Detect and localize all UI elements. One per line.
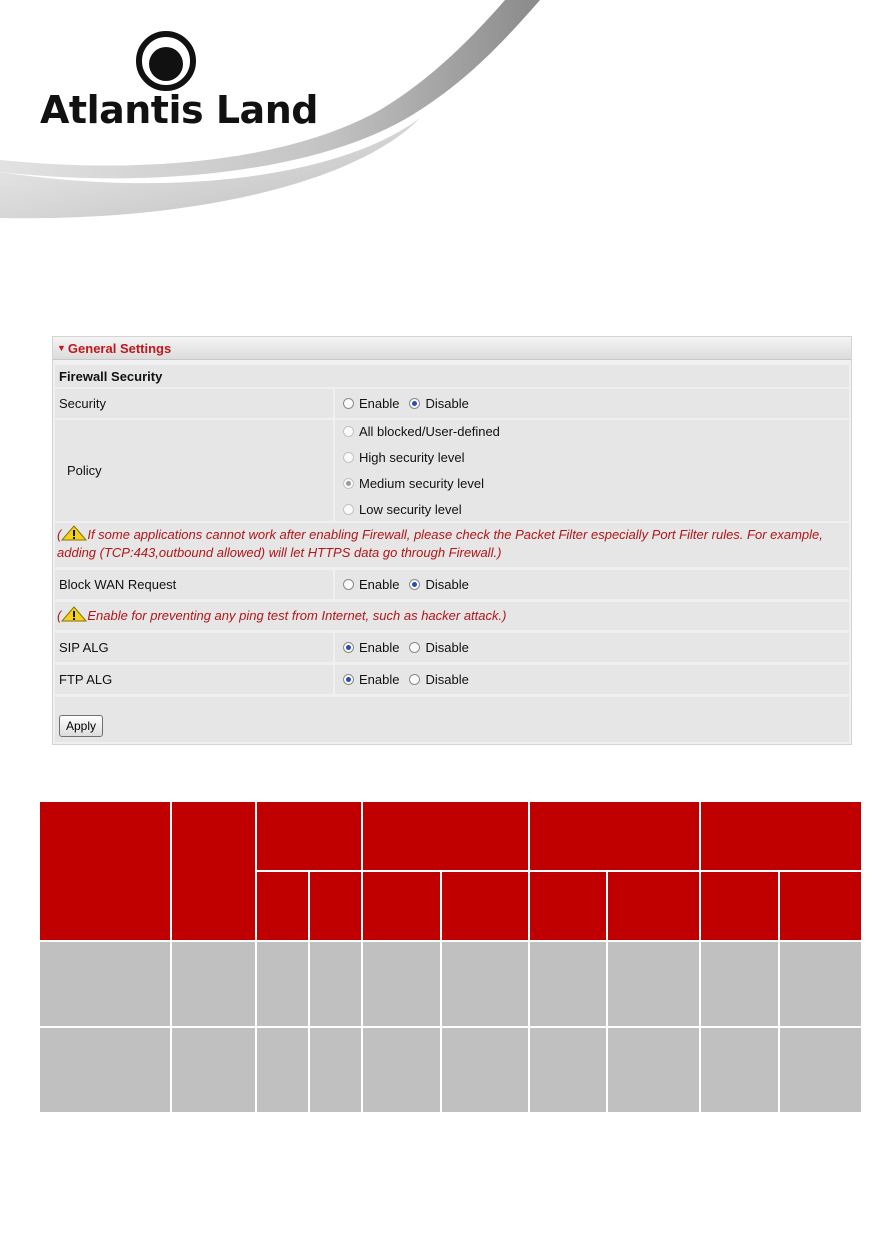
- policy-low-option[interactable]: Low security level: [343, 502, 462, 517]
- sip-enable-option[interactable]: Enable: [343, 640, 399, 655]
- security-enable-radio[interactable]: [343, 398, 354, 409]
- table-cell: [700, 1027, 779, 1113]
- ftp-enable-radio[interactable]: [343, 674, 354, 685]
- table-cell: [39, 941, 171, 1027]
- warning-triangle-icon: [61, 606, 87, 622]
- policy-high-option[interactable]: High security level: [343, 450, 465, 465]
- sip-alg-row: [55, 633, 849, 662]
- security-disable-option[interactable]: Disable: [409, 396, 468, 411]
- policy-low-radio[interactable]: [343, 504, 354, 515]
- sip-alg-label: SIP ALG: [59, 640, 109, 655]
- firewall-warning-text: ( If some applications cannot work after enabling Firewall, please check the Packet Filter especially Port Filter rules. For example, adding (TCP:443,outbound allowed) will let HTTPS data go through Firewall.): [57, 527, 823, 560]
- table-header-cell: [171, 801, 256, 941]
- table-cell: [529, 1027, 607, 1113]
- policy-option-row: [335, 472, 849, 495]
- table-cell: [39, 1027, 171, 1113]
- ftp-alg-label: FTP ALG: [59, 672, 113, 687]
- section-title: General Settings: [67, 340, 172, 356]
- policy-medium-option[interactable]: Medium security level: [343, 476, 484, 491]
- firewall-security-row: [55, 365, 849, 387]
- table-cell: [607, 941, 700, 1027]
- block-wan-disable-option[interactable]: Disable: [409, 577, 468, 592]
- ping-warning-text: ( Enable for preventing any ping test from Internet, such as hacker attack.): [57, 608, 507, 623]
- block-wan-disable-radio[interactable]: [409, 579, 420, 590]
- block-wan-label: Block WAN Request: [59, 577, 177, 592]
- ftp-disable-radio[interactable]: [409, 674, 420, 685]
- table-cell: [256, 1027, 309, 1113]
- general-settings-panel: [52, 336, 852, 745]
- table-cell: [779, 1027, 862, 1113]
- table-subheader-cell: [256, 871, 309, 941]
- subsection-title: Firewall Security: [59, 368, 163, 384]
- policy-all-blocked-radio[interactable]: [343, 426, 354, 437]
- logo-icon: [135, 30, 197, 92]
- policy-high-radio[interactable]: [343, 452, 354, 463]
- table-header-cell: [529, 801, 700, 871]
- warning-triangle-icon: [61, 525, 87, 541]
- table-subheader-cell: [607, 871, 700, 941]
- table-cell: [607, 1027, 700, 1113]
- ftp-enable-option[interactable]: Enable: [343, 672, 399, 687]
- apply-row: [55, 697, 849, 742]
- apply-button[interactable]: Apply: [59, 715, 103, 737]
- table-subheader-cell: [309, 871, 362, 941]
- table-cell: [309, 941, 362, 1027]
- firewall-warning-row: [55, 523, 849, 567]
- table-subheader-cell: [529, 871, 607, 941]
- table-header-cell: [39, 801, 171, 941]
- policy-option-row: [335, 498, 849, 521]
- table-cell: [529, 941, 607, 1027]
- policy-label: Policy: [67, 463, 102, 478]
- ping-warning-row: [55, 602, 849, 630]
- table-row: [39, 1027, 862, 1113]
- ftp-alg-row: [55, 665, 849, 694]
- table-subheader-cell: [700, 871, 779, 941]
- block-wan-enable-radio[interactable]: [343, 579, 354, 590]
- table-cell: [171, 941, 256, 1027]
- comparison-table: [38, 800, 863, 1114]
- section-header[interactable]: [53, 337, 851, 360]
- triangle-down-icon: ▼: [57, 343, 66, 353]
- table-cell: [309, 1027, 362, 1113]
- sip-disable-option[interactable]: Disable: [409, 640, 468, 655]
- sip-enable-radio[interactable]: [343, 642, 354, 653]
- table-subheader-cell: [441, 871, 529, 941]
- policy-option-row: [335, 420, 849, 443]
- table-cell: [256, 941, 309, 1027]
- security-disable-radio[interactable]: [409, 398, 420, 409]
- table-header-row: [39, 801, 862, 871]
- brand-logo-text: Atlantis Land: [40, 88, 318, 132]
- table-header-cell: [362, 801, 529, 871]
- security-label: Security: [59, 396, 106, 411]
- table-header-cell: [256, 801, 362, 871]
- table-cell: [441, 1027, 529, 1113]
- security-row: [55, 389, 849, 418]
- policy-option-row: [335, 446, 849, 469]
- table-subheader-cell: [779, 871, 862, 941]
- table-cell: [171, 1027, 256, 1113]
- policy-all-blocked-option[interactable]: All blocked/User-defined: [343, 424, 500, 439]
- table-cell: [700, 941, 779, 1027]
- block-wan-row: [55, 570, 849, 599]
- table-cell: [441, 941, 529, 1027]
- table-cell: [362, 941, 441, 1027]
- table-cell: [362, 1027, 441, 1113]
- policy-medium-radio[interactable]: [343, 478, 354, 489]
- table-header-cell: [700, 801, 862, 871]
- table-cell: [779, 941, 862, 1027]
- sip-disable-radio[interactable]: [409, 642, 420, 653]
- ftp-disable-option[interactable]: Disable: [409, 672, 468, 687]
- table-subheader-cell: [362, 871, 441, 941]
- table-row: [39, 941, 862, 1027]
- block-wan-enable-option[interactable]: Enable: [343, 577, 399, 592]
- security-enable-option[interactable]: Enable: [343, 396, 399, 411]
